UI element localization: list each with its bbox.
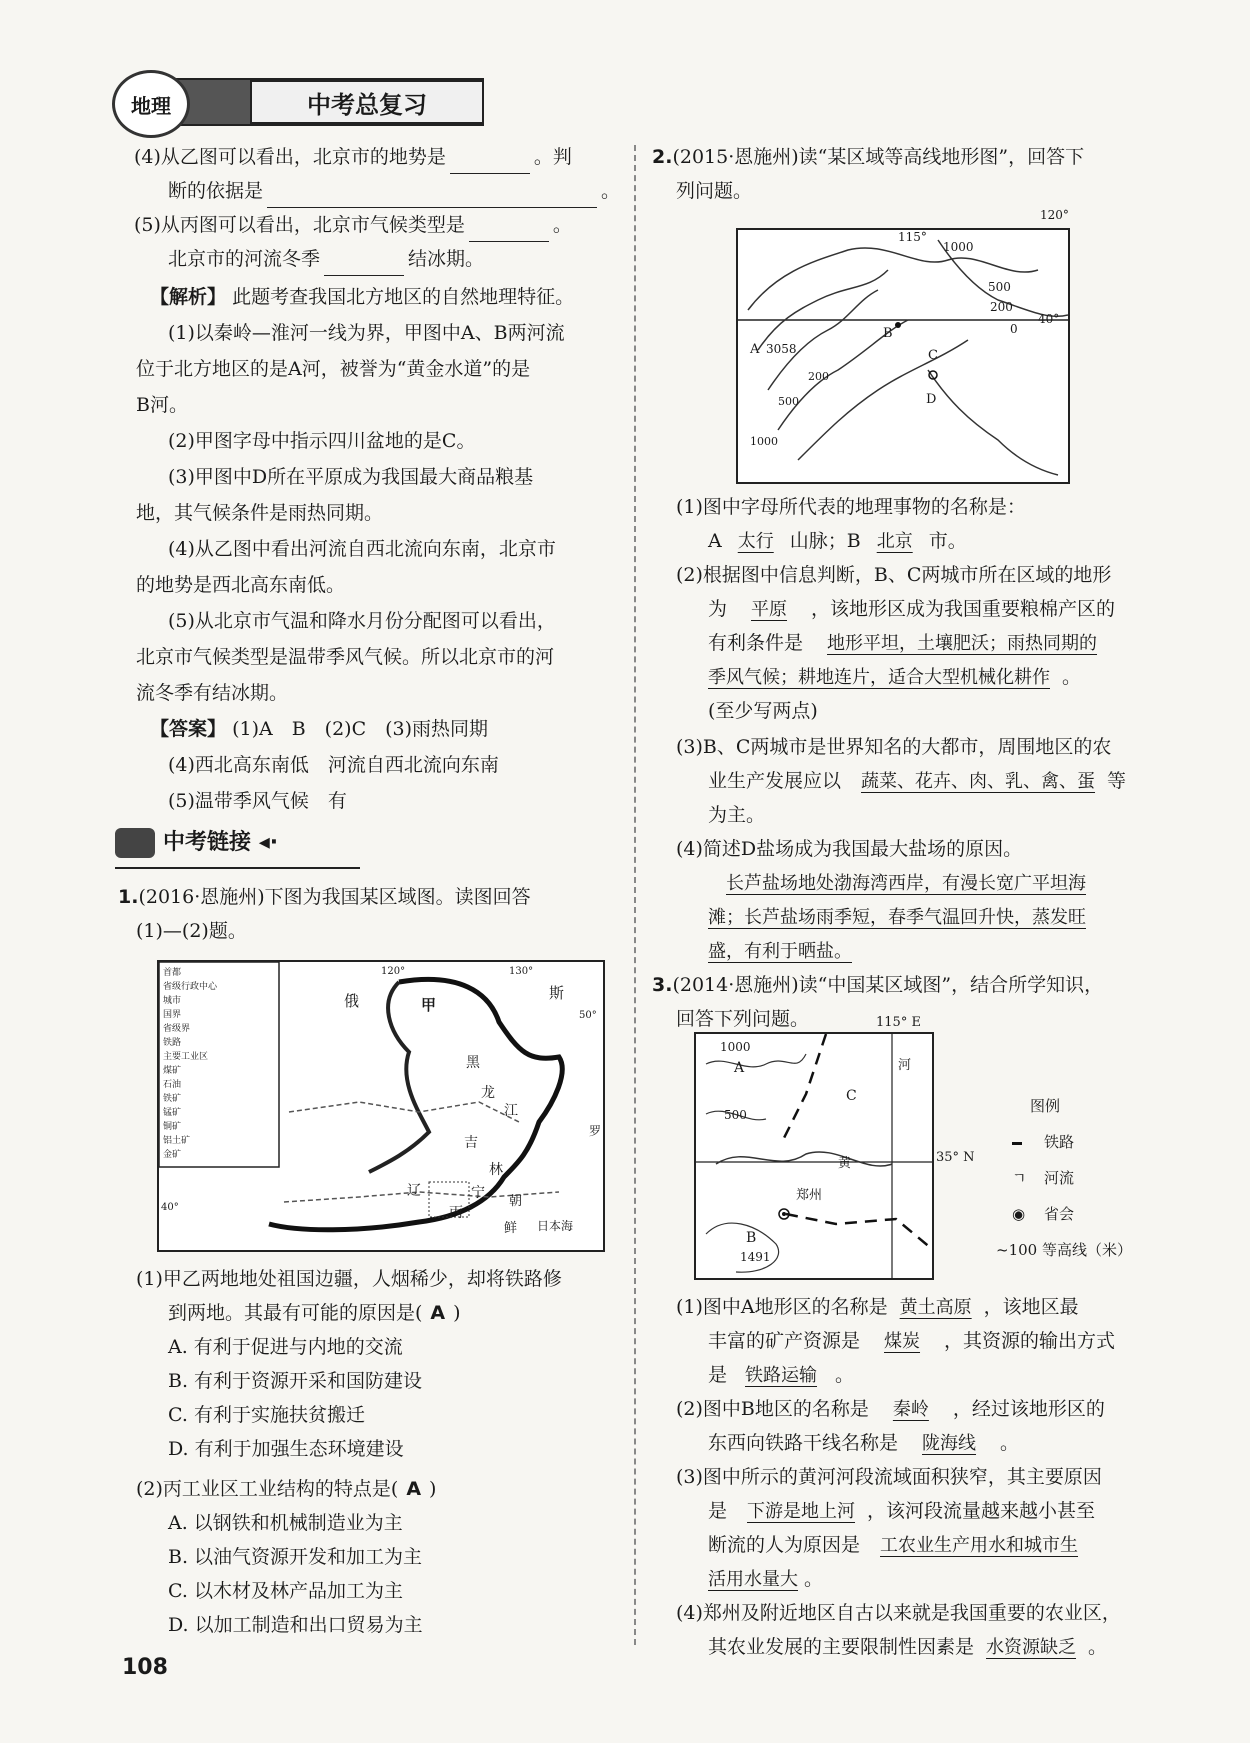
map3-label: 河 xyxy=(898,1058,912,1073)
daan-1: (1)A B (2)C (3)雨热同期 xyxy=(232,718,489,740)
map1-legend-item: 省级行政中心 xyxy=(163,982,218,992)
jiexi-5c: 流冬季有结冰期。 xyxy=(136,682,289,704)
q2-1-a-answer: 太行 xyxy=(737,531,774,552)
q2-1-line: (1)图中字母所代表的地理事物的名称是： xyxy=(676,496,1026,518)
daan-label: 【答案】 xyxy=(150,718,227,740)
map1-label: 俄 xyxy=(344,992,360,1010)
q4-cont-text: 断的依据是 xyxy=(168,180,264,202)
q1-2-option: D. 以加工制造和出口贸易为主 xyxy=(168,1614,423,1636)
map3-label: B xyxy=(746,1230,757,1246)
q3-2b-post: 。 xyxy=(1000,1432,1020,1454)
q4-cont-end: 。 xyxy=(601,180,621,202)
map2-label: 3058 xyxy=(766,342,797,356)
map1-label: 林 xyxy=(489,1162,503,1178)
q2-2-note: (至少写两点) xyxy=(708,700,818,722)
q3-1c-answer: 铁路运输 xyxy=(745,1365,818,1386)
q5-text: (5)从丙图可以看出，北京市气候类型是 xyxy=(134,214,465,236)
q4-text: (4)从乙图可以看出，北京市的地势是 xyxy=(134,146,446,168)
q2-source: (2015·恩施州)读“某区域等高线地形图”，回答下 xyxy=(672,146,1085,168)
section-title: 中考链接 xyxy=(163,830,252,855)
jiexi-1a: (1)以秦岭—淮河一线为界，甲图中A、B两河流 xyxy=(168,322,565,344)
map1-label: 鲜 xyxy=(504,1221,518,1236)
q1-2-answer: A xyxy=(406,1478,422,1500)
q2-1-a-mid: 山脉；B xyxy=(789,530,861,552)
map2-label: 500 xyxy=(778,395,799,408)
q1-1-option: C. 有利于实施扶贫搬迁 xyxy=(168,1404,365,1426)
map3-label: 1000 xyxy=(720,1040,751,1054)
q3-4b-answer: 水资源缺乏 xyxy=(986,1637,1077,1658)
q1-1-line1: (1)甲乙两地地处祖国边疆，人烟稀少，却将铁路修 xyxy=(136,1268,562,1290)
map1-legend-item: 铜矿 xyxy=(163,1122,182,1132)
q5-line xyxy=(134,208,572,242)
q3-3-line2 xyxy=(708,1494,1095,1529)
jiexi-3b: 地，其气候条件是雨热同期。 xyxy=(136,502,384,524)
q3-3c-pre: 断流的人为原因是 xyxy=(708,1534,861,1556)
map3-legend-item: 铁路 xyxy=(1044,1133,1075,1151)
map3-label: 500 xyxy=(724,1108,747,1122)
q4-end: 。判 xyxy=(533,146,572,168)
map-yellow-river xyxy=(694,1032,934,1280)
map1-label: 40° xyxy=(161,1202,179,1213)
q3-3-line4 xyxy=(708,1562,823,1597)
map1-label: 日本海 xyxy=(537,1219,574,1233)
q2-1-b-answer: 北京 xyxy=(876,531,913,552)
q3-number: 3. xyxy=(652,974,673,996)
map1-legend-item: 锰矿 xyxy=(163,1108,182,1118)
q3-1b-post: ，其资源的输出方式 xyxy=(944,1330,1116,1352)
q2-2-line1: (2)根据图中信息判断，B、C两城市所在区域的地形 xyxy=(676,564,1112,586)
q1-1-answer: A xyxy=(430,1302,446,1324)
q3-source: (2014·恩施州)读“中国某区域图”，结合所学知识， xyxy=(672,974,1104,996)
q2-3-pre: 业生产发展应以 xyxy=(708,770,842,792)
q3-4b-post: 。 xyxy=(1088,1636,1108,1658)
q3-4b-pre: 其农业发展的主要限制性因素是 xyxy=(708,1636,975,1658)
jiexi-3a: (3)甲图中D所在平原成为我国最大商品粮基 xyxy=(168,466,534,488)
q1-1-text: 到两地。其最有可能的原因是( xyxy=(168,1302,423,1324)
map1-legend-item: 煤矿 xyxy=(163,1066,182,1076)
q3-3d-post: 。 xyxy=(804,1568,824,1590)
q3-1-line1 xyxy=(676,1290,1079,1325)
map1-legend-item: 铝土矿 xyxy=(163,1136,191,1146)
q5-cont-text: 北京市的河流冬季 xyxy=(168,248,321,270)
q2-4-answer-a: 长芦盐场地处渤海湾西岸，有漫长宽广平坦海 xyxy=(726,873,1086,894)
q3-4-line1: (4)郑州及附近地区自古以来就是我国重要的农业区， xyxy=(676,1602,1121,1624)
q1-2-line xyxy=(136,1472,436,1506)
daan-2: (4)西北高东南低 河流自西北流向东南 xyxy=(168,754,499,776)
q2-1-b-end: 市。 xyxy=(928,530,967,552)
map1-legend-item: 石油 xyxy=(163,1080,182,1090)
q2-src-line xyxy=(652,140,1084,174)
map2-label: 500 xyxy=(988,280,1011,294)
q2-4-answer-b: 滩；长芦盐场雨季短，春季气温回升快，蒸发旺 xyxy=(708,907,1086,928)
daan-line xyxy=(150,712,488,746)
map-northeast xyxy=(157,960,605,1252)
q2-3-end: 为主。 xyxy=(708,804,766,826)
map-northeast-svg xyxy=(159,962,603,1250)
q2-2-pre: 为 xyxy=(708,598,728,620)
q1-2-option: A. 以钢铁和机械制造业为主 xyxy=(168,1512,403,1534)
map1-legend-item: 主要工业区 xyxy=(163,1052,209,1062)
q3-1a-post: ，该地区最 xyxy=(983,1296,1079,1318)
map3-label: 黄 xyxy=(838,1156,852,1171)
map1-legend-item: 国界 xyxy=(163,1010,182,1020)
q3-2b-answer: 陇海线 xyxy=(922,1433,977,1454)
map1-label: 辽 xyxy=(407,1183,421,1199)
map1-label: 斯 xyxy=(549,984,565,1002)
map1-label: 130° xyxy=(509,966,534,977)
map1-label: 吉 xyxy=(464,1135,478,1151)
map1-label: 朝 xyxy=(509,1194,523,1209)
q3-1a-pre: (1)图中A地形区的名称是 xyxy=(676,1296,888,1318)
q3-3-line3 xyxy=(708,1528,1078,1563)
map1-legend-item: 铁路 xyxy=(163,1038,182,1048)
map-contour-svg xyxy=(738,230,1068,482)
q3-source-cont: 回答下列问题。 xyxy=(676,1008,810,1030)
q1-source-cont: (1)—(2)题。 xyxy=(136,920,247,942)
q3-1c-pre: 是 xyxy=(708,1364,728,1386)
q2-2-line4 xyxy=(708,660,1081,695)
q3-1b-pre: 丰富的矿产资源是 xyxy=(708,1330,861,1352)
map1-label: 丙 xyxy=(449,1205,463,1221)
q2-2-answer: 平原 xyxy=(751,599,788,620)
map3-label: 115° E xyxy=(876,1015,921,1030)
map3-legend-item: 省会 xyxy=(1044,1205,1075,1223)
map3-label: 郑州 xyxy=(796,1188,823,1203)
q2-2-post: ，该地形区成为我国重要粮棉产区的 xyxy=(811,598,1116,620)
q4-blank xyxy=(450,149,530,174)
q3-1a-answer: 黄土高原 xyxy=(899,1297,972,1318)
map3-legend-title: 图例 xyxy=(1030,1097,1061,1115)
q1-2-option: C. 以木材及林产品加工为主 xyxy=(168,1580,403,1602)
q2-2d-answer: 季风气候；耕地连片，适合大型机械化耕作 xyxy=(708,667,1050,688)
map1-label: 罗 xyxy=(589,1124,602,1138)
q4-cont-line xyxy=(168,174,620,208)
jiexi-5a: (5)从北京市气温和降水月份分配图可以看出， xyxy=(168,610,556,632)
q2-2c-answer: 地形平坦，土壤肥沃；雨热同期的 xyxy=(827,633,1098,654)
q3-3b-pre: 是 xyxy=(708,1500,728,1522)
map3-label: C xyxy=(846,1088,857,1104)
map1-label: 宁 xyxy=(471,1185,485,1201)
map3-label: 1491 xyxy=(740,1250,771,1264)
map1-legend-item: 城市 xyxy=(163,996,182,1006)
q2-3-line2 xyxy=(708,764,1126,799)
jiexi-1c: B河。 xyxy=(136,394,188,416)
map1-legend-item: 省级界 xyxy=(163,1024,191,1034)
q4-cont-blank xyxy=(267,183,597,208)
q1-1-close: ) xyxy=(453,1302,461,1324)
map3-legend-item: 100 等高线（米） xyxy=(1008,1241,1132,1259)
jiexi-4a: (4)从乙图中看出河流自西北流向东南，北京市 xyxy=(168,538,556,560)
q3-3c-answer: 工农业生产用水和城市生 xyxy=(880,1535,1079,1556)
map1-legend xyxy=(163,966,217,1162)
q1-2-text: (2)丙工业区工业结构的特点是( xyxy=(136,1478,399,1500)
q5-blank xyxy=(469,217,549,242)
q3-src-line xyxy=(652,968,1103,1002)
page-title: 中考总复习 xyxy=(250,80,484,124)
map2-label: 0 xyxy=(1010,322,1018,336)
q1-1-line2 xyxy=(168,1296,461,1330)
q3-2-line2 xyxy=(708,1426,1019,1461)
map3-label: A xyxy=(734,1060,745,1076)
q5-cont-line xyxy=(168,242,484,276)
capital-icon: ◉ xyxy=(1012,1205,1026,1223)
map2-label: 40° xyxy=(1038,312,1060,326)
q3-2b-pre: 东西向铁路干线名称是 xyxy=(708,1432,899,1454)
q2-1-a-label: A xyxy=(708,530,722,552)
jiexi-4b: 的地势是西北高东南低。 xyxy=(136,574,346,596)
map1-label: 龙 xyxy=(481,1085,495,1101)
q4-line xyxy=(134,140,572,174)
q2-2d-end: 。 xyxy=(1062,666,1082,688)
q2-1-answers xyxy=(708,524,967,559)
q1-source: (2016·恩施州)下图为我国某区域图。读图回答 xyxy=(138,886,531,908)
daan-3: (5)温带季风气候 有 xyxy=(168,790,347,812)
q2-4-answer-c: 盛，有利于晒盐。 xyxy=(708,941,852,962)
q2-number: 2. xyxy=(652,146,673,168)
q3-2a-pre: (2)图中B地区的名称是 xyxy=(676,1398,869,1420)
map2-label: 1000 xyxy=(750,435,778,448)
q3-3-line1: (3)图中所示的黄河河段流域面积狭窄，其主要原因 xyxy=(676,1466,1102,1488)
q3-1c-post: 。 xyxy=(835,1364,855,1386)
column-divider xyxy=(634,145,636,1645)
map1-legend-item: 金矿 xyxy=(163,1150,182,1160)
q5-end: 。 xyxy=(552,214,572,236)
map2-label: 1000 xyxy=(943,240,974,254)
q3-3b-post: ，该河段流量越来越小甚至 xyxy=(867,1500,1096,1522)
jiexi-label: 【解析】 xyxy=(150,286,227,308)
q1-1-option: A. 有利于促进与内地的交流 xyxy=(168,1336,403,1358)
jiexi-5b: 北京市气候类型是温带季风气候。所以北京市的河 xyxy=(136,646,555,668)
map1-label: 50° xyxy=(579,1010,597,1021)
q1-number: 1. xyxy=(118,886,139,908)
jiexi-text: 此题考查我国北方地区的自然地理特征。 xyxy=(232,286,575,308)
map2-label: 200 xyxy=(990,300,1013,314)
q2-4-ans-c xyxy=(708,934,882,969)
map-contour xyxy=(736,228,1070,484)
q5-cont-blank xyxy=(324,251,404,276)
q2-4-ans-a xyxy=(726,866,1086,901)
contour-icon: ~ xyxy=(996,1241,1009,1259)
q3-3d-answer: 活用水量大 xyxy=(708,1569,798,1590)
map1-label: 120° xyxy=(381,966,406,977)
river-icon: ㄱ xyxy=(1012,1169,1027,1187)
q1-src-line xyxy=(118,880,531,914)
jiexi-2: (2)甲图字母中指示四川盆地的是C。 xyxy=(168,430,476,452)
map1-label: 黑 xyxy=(466,1055,480,1071)
q1-2-option: B. 以油气资源开发和加工为主 xyxy=(168,1546,423,1568)
section-heading xyxy=(115,825,360,869)
arrow-icon: ◂· xyxy=(258,830,279,855)
map2-label: 200 xyxy=(808,370,829,383)
q2-2-line3 xyxy=(708,626,1101,661)
map3-legend xyxy=(996,1088,1132,1268)
q2-2c-pre: 有利条件是 xyxy=(708,632,804,654)
q3-1-line3 xyxy=(708,1358,854,1393)
q3-2a-post: ，经过该地形区的 xyxy=(952,1398,1105,1420)
q5-cont-end: 结冰期。 xyxy=(408,248,485,270)
q1-1-option: D. 有利于加强生态环境建设 xyxy=(168,1438,404,1460)
q2-3-line1: (3)B、C两城市是世界知名的大都市，周围地区的农 xyxy=(676,736,1112,758)
q3-1-line2 xyxy=(708,1324,1115,1359)
jiexi-1b: 位于北方地区的是A河，被誉为“黄金水道”的是 xyxy=(136,358,531,380)
q2-2-line2 xyxy=(708,592,1115,627)
map1-label: 甲 xyxy=(421,996,437,1014)
q3-3b-answer: 下游是地上河 xyxy=(747,1501,856,1522)
q1-2-close: ) xyxy=(429,1478,437,1500)
map3-legend-item: 河流 xyxy=(1044,1169,1075,1187)
map2-label: D xyxy=(926,392,937,407)
q3-2-line1 xyxy=(676,1392,1105,1427)
section-icon xyxy=(115,828,155,858)
map-yellow-river-svg xyxy=(696,1034,932,1278)
map2-label: 120° xyxy=(1040,208,1069,222)
q2-3-answer: 蔬菜、花卉、肉、乳、禽、蛋 xyxy=(861,771,1096,792)
q3-2a-answer: 秦岭 xyxy=(892,1399,929,1420)
subject-badge: 地理 xyxy=(112,70,190,138)
map2-label: A xyxy=(750,342,760,357)
map2-label: C xyxy=(928,348,938,363)
map2-label: 115° xyxy=(898,230,927,244)
q2-source-cont: 列问题。 xyxy=(676,180,753,202)
q2-3-post: 等 xyxy=(1107,770,1127,792)
map1-label: 江 xyxy=(504,1103,518,1119)
map2-label: B xyxy=(883,326,893,341)
jiexi-line xyxy=(150,280,574,314)
q3-1b-answer: 煤炭 xyxy=(884,1331,921,1352)
q2-4-ans-b xyxy=(708,900,1086,935)
q2-4-line: (4)简述D盐场成为我国最大盐场的原因。 xyxy=(676,838,1023,860)
map1-legend-item: 首都 xyxy=(163,968,182,978)
map1-legend-item: 铁矿 xyxy=(163,1094,182,1104)
railway-icon xyxy=(1012,1142,1022,1145)
q3-4-line2 xyxy=(708,1630,1107,1665)
map3-label: 35° N xyxy=(936,1150,975,1165)
page-number: 108 xyxy=(122,1655,168,1680)
q1-1-option: B. 有利于资源开采和国防建设 xyxy=(168,1370,423,1392)
